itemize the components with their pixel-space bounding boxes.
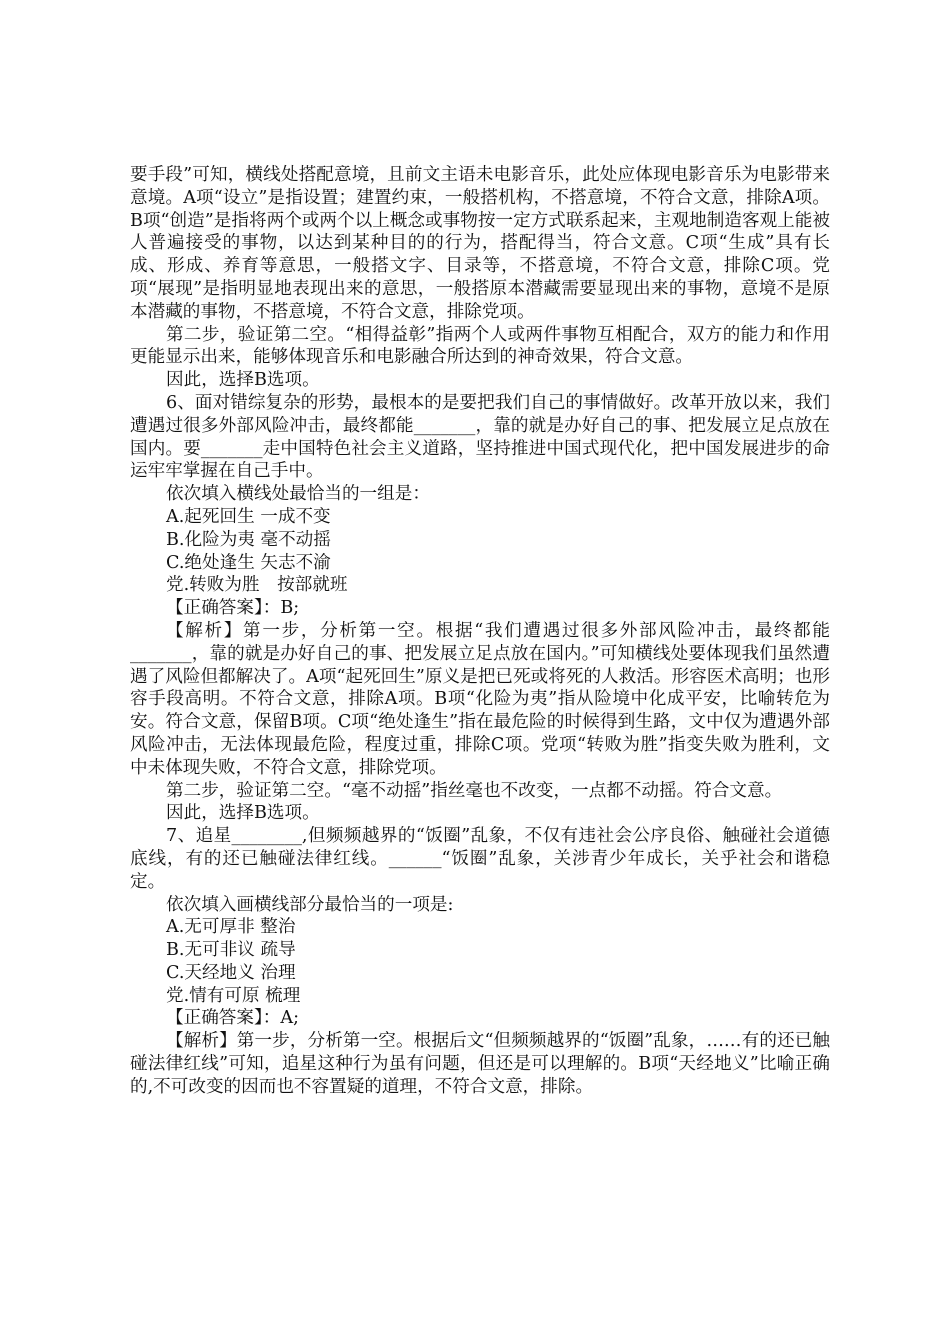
- question-7-option-d: 党.情有可原 梳理: [166, 985, 301, 1006]
- question-7-analysis: 【解析】第一步，分析第一空。根据后文“但频频越界的“饭圈”乱象，……有的还已触碰法律红线”可知，追星这种行为虽有问题，但还是可以理解的。B项“天经地义”比喻正确的,不可改变的因而也不容置疑的道理，不符合文意，排除。: [130, 1031, 830, 1097]
- question-7-option-c: C.天经地义 治理: [166, 962, 296, 983]
- paragraph-analysis-continued: 要手段”可知，横线处搭配意境，且前文主语未电影音乐，此处应体现电影音乐为电影带来意境。A项“设立”是指设置；建置约束，一般搭机构，不搭意境，不符合文意，排除A项。B项“创造”是指将两个或两个以上概念或事物按一定方式联系起来，主观地制造客观上能被人普遍接受的事物，以达到某种目的的行为，搭配得当，符合文意。C项“生成”具有长成、形成、养育等意思，一般搭文字、目录等，不搭意境，不符合文意，排除C项。党项“展现”是指明显地表现出来的意思，一般搭原本潜藏需要显现出来的事物，意境不是原本潜藏的事物，不搭意境，不符合文意，排除党项。: [130, 165, 830, 322]
- question-6-stem: 6、面对错综复杂的形势，最根本的是要把我们自己的事情做好。改革开放以来，我们遭遇过很多外部风险冲击，最终都能_______，靠的就是办好自己的事、把发展立足点放在国内。要_______走中国特色社会主义道路，坚持推进中国式现代化，把中国发展进步的命运牢牢掌握在自己手中。: [130, 392, 830, 482]
- question-7-stem: 7、追星________,但频频越界的“饭圈”乱象，不仅有违社会公序良俗、触碰社会道德底线，有的还已触碰法律红线。______“饭圈”乱象，关涉青少年成长，关乎社会和谐稳定。: [130, 826, 830, 892]
- question-6-prompt: 依次填入横线处最恰当的一组是：: [166, 484, 430, 505]
- question-7-option-a: A.无可厚非 整治: [166, 917, 296, 938]
- question-6-option-d: 党.转败为胜 按部就班: [166, 575, 348, 596]
- question-6-analysis: 【解析】第一步，分析第一空。根据“我们遭遇过很多外部风险冲击，最终都能_______，靠的就是办好自己的事、把发展立足点放在国内。”可知横线处要体现我们虽然遭遇了风险但都解决了。A项“起死回生”原义是把已死或将死的人救活。形容医术高明；也形容手段高明。不符合文意，排除A项。B项“化险为夷”指从险境中化成平安，比喻转危为安。符合文意，保留B项。C项“绝处逢生”指在最危险的时候得到生路，文中仅为遭遇外部风险冲击，无法体现最危险，程度过重，排除C项。党项“转败为胜”指变失败为胜利，文中未体现失败，不符合文意，排除党项。: [130, 620, 830, 778]
- question-6-conclusion: 因此，选择B选项。: [166, 803, 320, 824]
- paragraph-step-two: 第二步，验证第二空。“相得益彰”指两个人或两件事物互相配合，双方的能力和作用更能显示出来，能够体现音乐和电影融合所达到的神奇效果，符合文意。: [130, 324, 830, 368]
- question-6-option-a: A.起死回生 一成不变: [166, 506, 331, 527]
- question-7-prompt: 依次填入画横线部分最恰当的一项是:: [166, 894, 454, 915]
- paragraph-conclusion: 因此，选择B选项。: [166, 370, 320, 391]
- question-7-option-b: B.无可非议 疏导: [166, 940, 296, 961]
- question-6-option-c: C.绝处逢生 矢志不渝: [166, 552, 331, 573]
- question-7-answer: 【正确答案】：A;: [166, 1008, 299, 1029]
- question-6-step-two: 第二步，验证第二空。“毫不动摇”指丝毫也不改变，一点都不动摇。符合文意。: [166, 780, 783, 801]
- question-6-option-b: B.化险为夷 毫不动摇: [166, 529, 331, 550]
- question-6-answer: 【正确答案】：B;: [166, 598, 300, 619]
- document-page: [130, 164, 830, 1099]
